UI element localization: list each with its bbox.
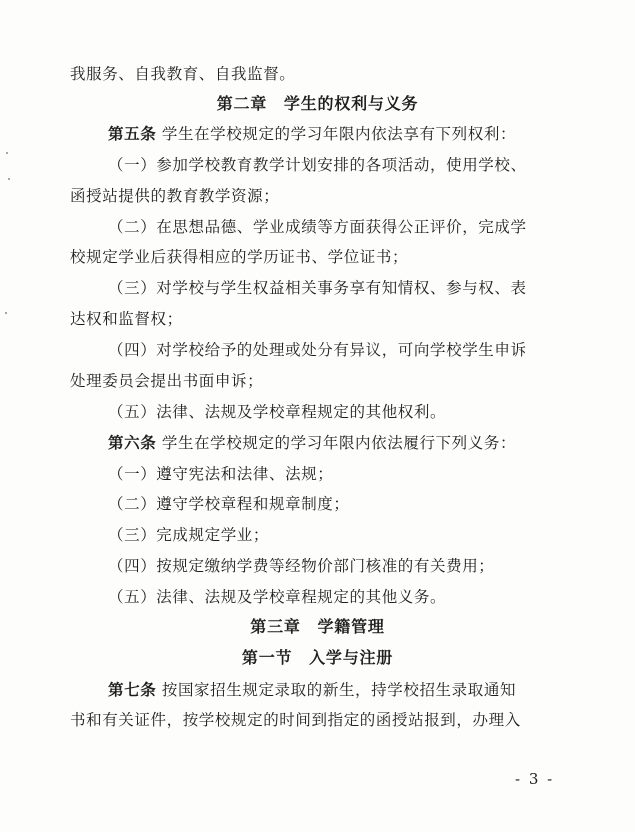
- article-six-heading: [108, 433, 516, 453]
- article-five-heading: [108, 124, 516, 144]
- text-line: （三）完成规定学业；: [108, 526, 270, 544]
- text-line: （四）按规定缴纳学费等经物价部门核准的有关费用；: [108, 557, 495, 575]
- text-line: 校规定学业后获得相应的学历证书、学位证书；: [70, 248, 409, 266]
- text-line: （五）法律、法规及学校章程规定的其他义务。: [108, 588, 447, 606]
- article-five-intro: 学生在学校规定的学习年限内依法享有下列权利：: [161, 125, 517, 143]
- text-line: （三）对学校与学生权益相关事务享有知情权、参与权、表: [108, 279, 527, 297]
- article-five-label: 第五条: [108, 124, 157, 143]
- text-line: 处理委员会提出书面申诉；: [70, 372, 264, 390]
- text-line: （一）遵守宪法和法律、法规；: [108, 465, 334, 483]
- text-line: （四）对学校给予的处理或处分有异议，可向学校学生申诉: [108, 341, 527, 359]
- article-six-intro: 学生在学校规定的学习年限内依法履行下列义务：: [161, 434, 517, 452]
- page-number: - 3 -: [515, 770, 555, 788]
- scan-speck: [5, 312, 7, 314]
- section-one-title: 第一节 入学与注册: [241, 648, 394, 667]
- article-seven-heading: [108, 680, 516, 700]
- text-line: （五）法律、法规及学校章程规定的其他权利。: [108, 403, 447, 421]
- article-six-label: 第六条: [108, 433, 157, 452]
- text-line: （一）参加学校教育教学计划安排的各项活动，使用学校、: [108, 156, 527, 174]
- article-seven-label: 第七条: [108, 680, 157, 699]
- text-line: （二）在思想品德、学业成绩等方面获得公正评价，完成学: [108, 218, 527, 236]
- chapter-two-title: 第二章 学生的权利与义务: [216, 94, 419, 113]
- article-seven-intro: 按国家招生规定录取的新生，持学校招生录取通知: [161, 681, 517, 699]
- text-line: （二）遵守学校章程和规章制度；: [108, 495, 350, 513]
- text-line: 达权和监督权；: [70, 310, 183, 328]
- scan-speck: [6, 152, 8, 154]
- text-line: 我服务、自我教育、自我监督。: [70, 65, 296, 83]
- text-line: 书和有关证件，按学校规定的时间到指定的函授站报到，办理入: [70, 711, 521, 729]
- chapter-three-title: 第三章 学籍管理: [250, 617, 385, 636]
- scan-speck: [8, 178, 10, 180]
- text-line: 函授站提供的教育教学资源；: [70, 187, 280, 205]
